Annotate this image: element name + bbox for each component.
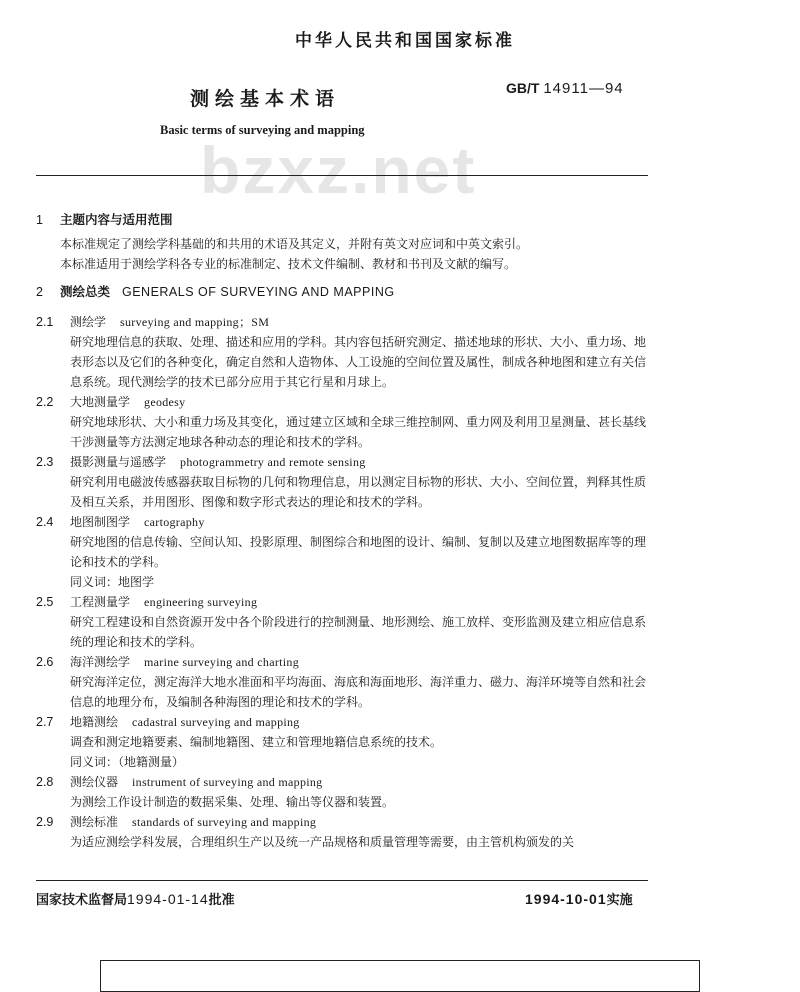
term-header xyxy=(36,652,656,672)
term-number: 2.1 xyxy=(36,315,54,329)
standard-code-number: 14911—94 xyxy=(543,80,624,97)
section-title-cn: 主题内容与适用范围 xyxy=(59,212,173,227)
term-number: 2.7 xyxy=(36,715,54,729)
term-cn: 地图制图学 xyxy=(70,515,131,529)
standard-code xyxy=(506,80,624,97)
term-en: engineering surveying xyxy=(144,595,258,609)
implement-word: 实施 xyxy=(606,893,633,908)
term-number: 2.6 xyxy=(36,655,54,669)
term-entry xyxy=(36,652,656,712)
term-header xyxy=(36,452,656,472)
approve-date: 1994-01-14 xyxy=(127,891,209,907)
term-definition: 调查和测定地籍要素、编制地籍图、建立和管理地籍信息系统的技术。 xyxy=(70,735,443,749)
term-cn: 测绘标准 xyxy=(70,815,119,829)
term-en: cartography xyxy=(144,515,205,529)
term-cn: 测绘仪器 xyxy=(70,775,119,789)
term-definition: 为测绘工作设计制造的数据采集、处理、输出等仪器和装置。 xyxy=(70,795,395,809)
footer-divider xyxy=(36,880,648,881)
term-definition: 研究地理信息的获取、处理、描述和应用的学科。其内容包括研究测定、描述地球的形状、大小、重力场、地表形态以及它们的各种变化，确定自然和人造物体、人工设施的空间位置及属性，制成各种地图和建立有关信息系统。现代测绘学的技术已部分应用于其它行星和月球上。 xyxy=(70,335,647,389)
term-header xyxy=(36,592,656,612)
watermark: bzxz.net xyxy=(200,133,477,207)
term-cn: 工程测量学 xyxy=(70,595,131,609)
term-synonym: 同义词：（地籍测量） xyxy=(70,755,185,769)
bottom-frame xyxy=(100,960,700,992)
term-header xyxy=(36,512,656,532)
paragraph: 本标准规定了测绘学科基础的和共用的术语及其定义，并附有英文对应词和中英文索引。 xyxy=(60,237,529,251)
section-title-en: GENERALS OF SURVEYING AND MAPPING xyxy=(121,285,395,299)
section-heading xyxy=(36,210,656,230)
section-title-cn: 测绘总类 xyxy=(59,284,110,299)
document-title-en: Basic terms of surveying and mapping xyxy=(160,123,365,137)
term-cn: 海洋测绘学 xyxy=(70,655,131,669)
term-number: 2.3 xyxy=(36,455,54,469)
standard-code-prefix: GB/T xyxy=(506,80,540,96)
term-cn: 摄影测量与遥感学 xyxy=(70,455,167,469)
term-en: surveying and mapping；SM xyxy=(120,315,270,329)
implement-date: 1994-10-01 xyxy=(525,891,607,907)
section-number: 2 xyxy=(36,285,43,299)
term-header xyxy=(36,772,656,792)
term-entry xyxy=(36,592,656,652)
term-en: cadastral surveying and mapping xyxy=(132,715,300,729)
term-header xyxy=(36,312,656,332)
approve-word: 批准 xyxy=(208,893,235,908)
term-definition: 研究利用电磁波传感器获取目标物的几何和物理信息，用以测定目标物的形状、大小、空间位置，判释其性质及相互关系，并用图形、图像和数字形式表达的理论和技术的学科。 xyxy=(70,475,647,509)
term-number: 2.5 xyxy=(36,595,54,609)
header-divider xyxy=(36,175,648,176)
term-entry xyxy=(36,452,656,512)
document-title-cn: 测绘基本术语 xyxy=(190,88,341,110)
term-entry xyxy=(36,512,656,592)
term-entry xyxy=(36,772,656,812)
issuer: 国家技术监督局 xyxy=(36,893,128,908)
term-definition: 研究地球形状、大小和重力场及其变化，通过建立区域和全球三维控制网、重力网及利用卫星测量、甚长基线干涉测量等方法测定地球各种动态的理论和技术的学科。 xyxy=(70,415,647,449)
term-header xyxy=(36,812,656,832)
term-number: 2.9 xyxy=(36,815,54,829)
term-en: standards of surveying and mapping xyxy=(132,815,317,829)
term-entry xyxy=(36,712,656,772)
section-heading xyxy=(36,282,656,302)
term-definition: 研究地图的信息传输、空间认知、投影原理、制图综合和地图的设计、编制、复制以及建立地图数据库等的理论和技术的学科。 xyxy=(70,535,647,569)
term-cn: 地籍测绘 xyxy=(70,715,119,729)
term-definition: 研究海洋定位，测定海洋大地水准面和平均海面、海底和海面地形、海洋重力、磁力、海洋环境等自然和社会信息的地理分布，及编制各种海图的理论和技术的学科。 xyxy=(70,675,647,709)
term-entry xyxy=(36,312,656,392)
approval-line xyxy=(36,889,235,908)
term-number: 2.2 xyxy=(36,395,54,409)
term-en: instrument of surveying and mapping xyxy=(132,775,323,789)
paragraph: 本标准适用于测绘学科各专业的标准制定、技术文件编制、教材和书刊及文献的编写。 xyxy=(60,257,517,271)
term-definition: 研究工程建设和自然资源开发中各个阶段进行的控制测量、地形测绘、施工放样、变形监测及建立相应信息系统的理论和技术的学科。 xyxy=(70,615,647,649)
term-number: 2.8 xyxy=(36,775,54,789)
term-header xyxy=(36,712,656,732)
term-header xyxy=(36,392,656,412)
term-en: photogrammetry and remote sensing xyxy=(180,455,366,469)
term-cn: 测绘学 xyxy=(70,315,107,329)
term-cn: 大地测量学 xyxy=(70,395,131,409)
term-en: marine surveying and charting xyxy=(144,655,300,669)
term-entry xyxy=(36,812,656,852)
term-synonym: 同义词：地图学 xyxy=(70,575,155,589)
document-body xyxy=(36,210,656,852)
term-en: geodesy xyxy=(144,395,186,409)
section-number: 1 xyxy=(36,213,43,227)
term-definition: 为适应测绘学科发展，合理组织生产以及统一产品规格和质量管理等需要，由主管机构颁发的关 xyxy=(70,835,575,849)
implementation-line xyxy=(525,889,633,908)
section-paragraphs xyxy=(36,234,656,274)
term-entry xyxy=(36,392,656,452)
term-number: 2.4 xyxy=(36,515,54,529)
national-standard-heading: 中华人民共和国国家标准 xyxy=(295,31,515,51)
